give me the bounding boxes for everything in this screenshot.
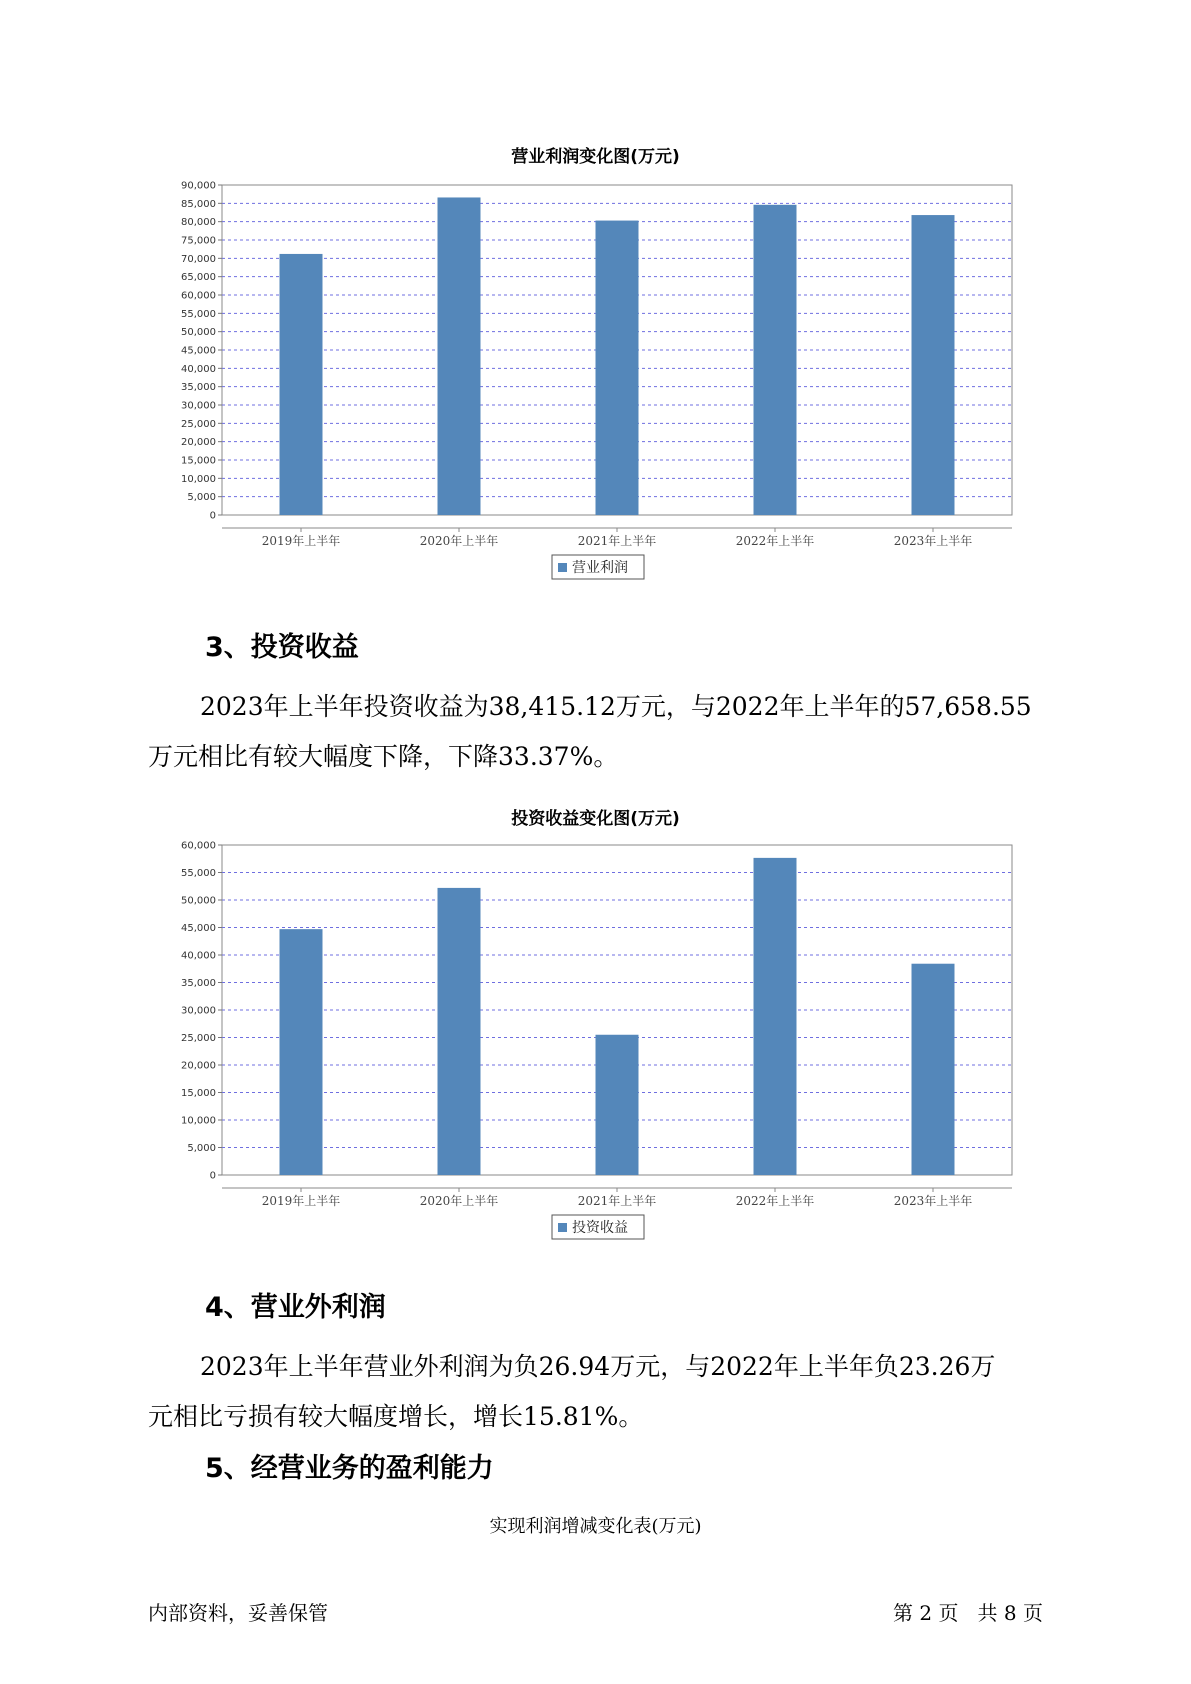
- paragraph-line: 万元相比有较大幅度下降，下降33.37%。: [148, 742, 619, 771]
- y-tick-label: 25,000: [181, 1033, 216, 1044]
- y-tick-label: 5,000: [187, 1143, 216, 1154]
- y-tick-label: 40,000: [181, 363, 216, 375]
- x-tick-label: 2021年上半年: [577, 1194, 657, 1208]
- investment-income-chart: [0, 830, 1191, 1250]
- y-tick-label: 75,000: [181, 235, 216, 247]
- section-4-heading: 4、营业外利润: [205, 1292, 386, 1323]
- bar: [438, 197, 481, 515]
- y-tick-label: 30,000: [181, 400, 216, 412]
- y-tick-label: 50,000: [181, 895, 216, 907]
- bar: [280, 929, 323, 1175]
- y-tick-label: 90,000: [181, 180, 216, 192]
- y-tick-label: 40,000: [181, 950, 216, 962]
- y-tick-label: 5,000: [187, 492, 216, 504]
- paragraph-line: 2023年上半年投资收益为38,415.12万元，与2022年上半年的57,658.55: [200, 692, 1032, 721]
- legend-swatch: [558, 1223, 567, 1232]
- y-tick-label: 20,000: [181, 437, 216, 449]
- paragraph-line: 2023年上半年营业外利润为负26.94万元，与2022年上半年负23.26万: [200, 1352, 996, 1381]
- y-tick-label: 50,000: [181, 327, 216, 339]
- bar: [912, 964, 955, 1175]
- x-tick-label: 2019年上半年: [261, 1194, 341, 1208]
- bar: [912, 215, 955, 515]
- y-tick-label: 30,000: [181, 1005, 216, 1017]
- y-tick-label: 45,000: [181, 345, 216, 357]
- bar: [754, 858, 797, 1175]
- y-tick-label: 35,000: [181, 978, 216, 989]
- chart1-title: 营业利润变化图(万元): [511, 147, 680, 167]
- table-caption: 实现利润增减变化表(万元): [489, 1516, 702, 1537]
- y-tick-label: 0: [209, 1170, 216, 1182]
- x-tick-label: 2023年上半年: [893, 1194, 973, 1208]
- y-tick-label: 25,000: [181, 418, 216, 430]
- y-tick-label: 0: [209, 510, 216, 522]
- y-tick-label: 20,000: [181, 1060, 216, 1072]
- section-3-heading: 3、投资收益: [205, 632, 359, 663]
- x-tick-label: 2019年上半年: [261, 534, 341, 548]
- y-tick-label: 55,000: [181, 868, 216, 879]
- paragraph-line: 元相比亏损有较大幅度增长，增长15.81%。: [148, 1402, 644, 1431]
- y-tick-label: 55,000: [181, 308, 216, 320]
- legend-label: 营业利润: [572, 560, 628, 576]
- legend-label: 投资收益: [572, 1220, 628, 1236]
- bar: [596, 1035, 639, 1175]
- x-tick-label: 2022年上半年: [735, 534, 815, 548]
- footer-page-number: 第 2 页 共 8 页: [893, 1601, 1043, 1625]
- bar: [280, 254, 323, 515]
- y-tick-label: 15,000: [181, 1088, 216, 1099]
- y-tick-label: 85,000: [181, 198, 216, 210]
- bar: [438, 888, 481, 1175]
- x-tick-label: 2020年上半年: [419, 534, 499, 548]
- section-4-paragraph: [148, 1342, 995, 1442]
- x-tick-label: 2021年上半年: [577, 534, 657, 548]
- bar: [754, 205, 797, 515]
- x-tick-label: 2022年上半年: [735, 1194, 815, 1208]
- y-tick-label: 10,000: [181, 473, 216, 485]
- y-tick-label: 35,000: [181, 382, 216, 394]
- y-tick-label: 45,000: [181, 923, 216, 934]
- x-tick-label: 2020年上半年: [419, 1194, 499, 1208]
- x-tick-label: 2023年上半年: [893, 534, 973, 548]
- bar: [596, 221, 639, 515]
- y-tick-label: 65,000: [181, 272, 216, 284]
- section-5-heading: 5、经营业务的盈利能力: [205, 1453, 494, 1484]
- y-tick-label: 60,000: [181, 840, 216, 852]
- legend-swatch: [558, 563, 567, 572]
- footer-confidential-note: 内部资料，妥善保管: [148, 1601, 328, 1625]
- y-tick-label: 10,000: [181, 1115, 216, 1127]
- y-tick-label: 15,000: [181, 455, 216, 467]
- y-tick-label: 80,000: [181, 217, 216, 229]
- operating-profit-chart: [0, 170, 1191, 590]
- chart2-title: 投资收益变化图(万元): [511, 809, 680, 829]
- y-tick-label: 70,000: [181, 253, 216, 265]
- section-3-paragraph: [148, 682, 1032, 782]
- y-tick-label: 60,000: [181, 290, 216, 302]
